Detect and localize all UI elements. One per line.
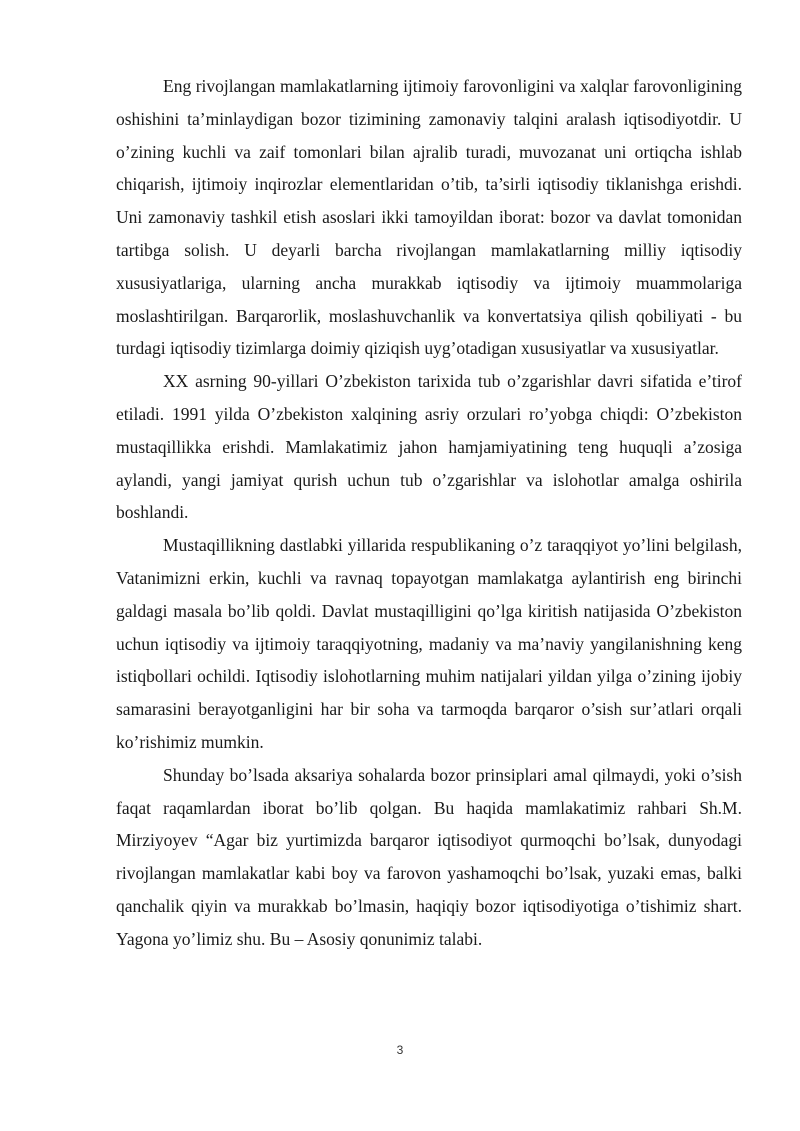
page-number: 3 xyxy=(396,1043,404,1057)
paragraph-2: XX asrning 90-yillari O’zbekiston tarixida tub o’zgarishlar davri sifatida e’tirof etiladi. 1991 yilda O’zbekiston xalqining asriy orzulari ro’yobga chiqdi: O’zbekiston mustaqillikka erishdi. Mamlakatimiz jahon hamjamiyatining teng huquqli a’zosiga aylandi, yangi jamiyat qurish uchun tub o’zgarishlar va islohotlar amalga oshirila boshlandi. xyxy=(116,371,742,523)
document-body xyxy=(116,70,742,956)
paragraph-3: Mustaqillikning dastlabki yillarida respublikaning o’z taraqqiyot yo’lini belgilash, Vatanimizni erkin, kuchli va ravnaq topayotgan mamlakatga aylantirish eng birinchi galdagi masala bo’lib qoldi. Davlat mustaqilligini qo’lga kiritish natijasida O’zbekiston uchun iqtisodiy va ijtimoiy taraqqiyotning, madaniy va ma’naviy yangilanishning keng istiqbollari ochildi. Iqtisodiy islohotlarning muhim natijalari yildan yilga o’zining ijobiy samarasini berayotganligini har bir soha va tarmoqda barqaror o’sish sur’atlari orqali ko’rishimiz mumkin. xyxy=(116,535,742,752)
paragraph-4: Shunday bo’lsada aksariya sohalarda bozor prinsiplari amal qilmaydi, yoki o’sish faqat raqamlardan iborat bo’lib qolgan. Bu haqida mamlakatimiz rahbari Sh.M. Mirziyoyev “Agar biz yurtimizda barqaror iqtisodiyot qurmoqchi bo’lsak, dunyodagi rivojlangan mamlakatlar kabi boy va farovon yashamoqchi bo’lsak, yuzaki emas, balki qanchalik qiyin va murakkab bo’lmasin, haqiqiy bozor iqtisodiyotiga o’tishimiz shart. Yagona yo’limiz shu. Bu – Asosiy qonunimiz talabi. xyxy=(116,764,742,949)
paragraph-1: Eng rivojlangan mamlakatlarning ijtimoiy farovonligini va xalqlar farovonligining oshishini ta’minlaydigan bozor tizimining zamonaviy talqini aralash iqtisodiyotdir. U o’zining kuchli va zaif tomonlari bilan ajralib turadi, muvozanat uni ortiqcha ishlab chiqarish, ijtimoiy inqirozlar elementlaridan o’tib, ta’sirli iqtisodiy tiklanishga erishdi. Uni zamonaviy tashkil etish asoslari ikki tamoyildan iborat: bozor va davlat tomonidan tartibga solish. U deyarli barcha rivojlangan mamlakatlarning milliy iqtisodiy xususiyatlariga, ularning ancha murakkab iqtisodiy va ijtimoiy muammolariga moslashtirilgan. Barqarorlik, moslashuvchanlik va konvertatsiya qilish qobiliyati - bu turdagi iqtisodiy tizimlarga doimiy qiziqish uyg’otadigan xususiyatlar va xususiyatlar. xyxy=(116,76,742,359)
